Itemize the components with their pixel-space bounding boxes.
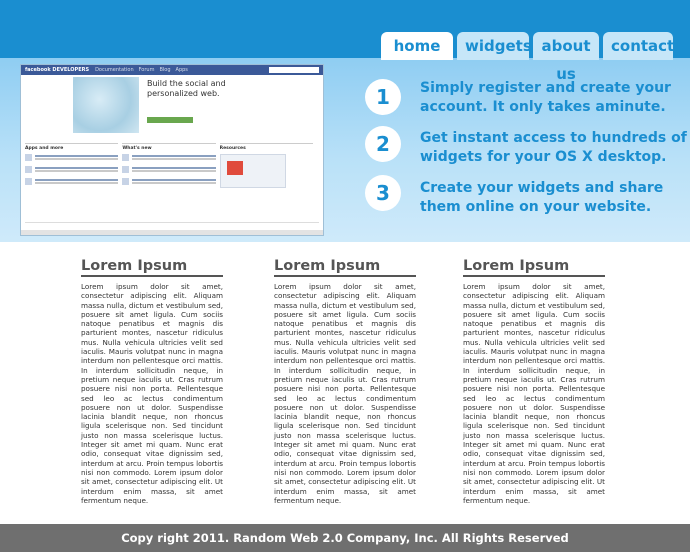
step-number-badge: 2 <box>365 126 401 162</box>
fb-logo: facebook DEVELOPERS <box>25 67 90 73</box>
fb-header-bar <box>21 65 323 75</box>
fb-list-item <box>25 154 118 163</box>
content-column <box>81 258 223 505</box>
tab-widgets[interactable]: widgets <box>457 32 529 60</box>
doc-icon <box>122 178 129 185</box>
content-column <box>463 258 605 505</box>
fb-list-item <box>122 154 215 163</box>
fb-list-item <box>25 178 118 187</box>
doc-icon <box>122 154 129 161</box>
fb-list-item <box>122 178 215 187</box>
fb-columns <box>25 143 317 190</box>
main-nav <box>381 32 677 83</box>
content-column <box>274 258 416 505</box>
fb-status-bar <box>21 230 323 235</box>
fb-column-title: Apps and more <box>25 146 64 151</box>
fb-resources-banner <box>220 154 286 188</box>
step-number-badge: 3 <box>365 175 401 211</box>
footer-copyright: Copy right 2011. Random Web 2.0 Company, Inc. All Rights Reserved <box>0 524 690 552</box>
fb-column <box>220 143 313 190</box>
fb-nav-item: Documentation <box>95 67 134 73</box>
step-3 <box>365 175 664 215</box>
step-text: Get instant access to hundreds of widgets for your OS X desktop. <box>420 130 687 165</box>
app-icon <box>25 178 32 185</box>
step-number-badge: 1 <box>365 79 401 115</box>
step-text: Create your widgets and share them online on your website. <box>420 180 664 215</box>
fb-column <box>122 143 215 190</box>
facebook-developers-screenshot <box>20 64 324 236</box>
fb-list-item <box>25 166 118 175</box>
fb-nav-item: Apps <box>175 67 188 73</box>
step-2 <box>365 126 687 165</box>
fb-column <box>25 143 118 190</box>
fb-headline: Build the social and personalized web. <box>147 79 226 98</box>
column-heading: Lorem Ipsum <box>274 258 416 277</box>
doc-icon <box>122 166 129 173</box>
tab-about-us[interactable]: about us <box>533 32 599 60</box>
step-1 <box>365 79 671 115</box>
fb-column-title: Resources <box>219 146 246 151</box>
step-text: Simply register and create your account. It only takes aminute. <box>420 80 671 115</box>
fb-footer <box>25 222 319 229</box>
fb-nav-item: Forum <box>138 67 155 73</box>
fb-search-box <box>269 67 319 73</box>
fb-hero-image <box>73 77 139 133</box>
app-icon <box>25 154 32 161</box>
fb-nav-item: Blog <box>159 67 171 73</box>
column-body: Lorem ipsum dolor sit amet, consectetur adipiscing elit. Aliquam massa nulla, dictum et vestibulum sed, posuere sit amet ligula. Cum sociis natoque penatibus et magnis dis parturient montes, nascetur ridiculus mus. Nulla vehicula ultricies velit sed iaculis. Mauris volutpat nunc in magna interdum non pellentesque orci mattis. In interdum sollicitudin neque, in pretium neque iaculis ut. Cras rutrum posuere nisi non porta. Pellentesque sed leo ac lectus condimentum posuere non ut dolor. Suspendisse lacinia blandit neque, non rhoncus ligula scelerisque non. Sed tincidunt justo non massa scelerisque luctus. Integer sit amet mi quam. Nunc erat odio, consequat vitae dignissim sed, interdum at arcu. Proin tempus lobortis nisi non commodo. Lorem ipsum dolor sit amet, consectetur adipiscing elit. Ut interdum enim massa, sit amet fermentum neque. <box>81 282 223 505</box>
fb-cta-button <box>147 117 193 123</box>
app-icon <box>25 166 32 173</box>
column-heading: Lorem Ipsum <box>81 258 223 277</box>
column-body: Lorem ipsum dolor sit amet, consectetur adipiscing elit. Aliquam massa nulla, dictum et vestibulum sed, posuere sit amet ligula. Cum sociis natoque penatibus et magnis dis parturient montes, nascetur ridiculus mus. Nulla vehicula ultricies velit sed iaculis. Mauris volutpat nunc in magna interdum non pellentesque orci mattis. In interdum sollicitudin neque, in pretium neque iaculis ut. Cras rutrum posuere nisi non porta. Pellentesque sed leo ac lectus condimentum posuere non ut dolor. Suspendisse lacinia blandit neque, non rhoncus ligula scelerisque non. Sed tincidunt justo non massa scelerisque luctus. Integer sit amet mi quam. Nunc erat odio, consequat vitae dignissim sed, interdum at arcu. Proin tempus lobortis nisi non commodo. Lorem ipsum dolor sit amet, consectetur adipiscing elit. Ut interdum enim massa, sit amet fermentum neque. <box>274 282 416 505</box>
tab-home[interactable]: home <box>381 32 453 60</box>
tab-contact[interactable]: contact <box>603 32 673 60</box>
column-heading: Lorem Ipsum <box>463 258 605 277</box>
column-body: Lorem ipsum dolor sit amet, consectetur adipiscing elit. Aliquam massa nulla, dictum et vestibulum sed, posuere sit amet ligula. Cum sociis natoque penatibus et magnis dis parturient montes, nascetur ridiculus mus. Nulla vehicula ultricies velit sed iaculis. Mauris volutpat nunc in magna interdum non pellentesque orci mattis. In interdum sollicitudin neque, in pretium neque iaculis ut. Cras rutrum posuere nisi non porta. Pellentesque sed leo ac lectus condimentum posuere non ut dolor. Suspendisse lacinia blandit neque, non rhoncus ligula scelerisque non. Sed tincidunt justo non massa scelerisque luctus. Integer sit amet mi quam. Nunc erat odio, consequat vitae dignissim sed, interdum at arcu. Proin tempus lobortis nisi non commodo. Lorem ipsum dolor sit amet, consectetur adipiscing elit. Ut interdum enim massa, sit amet fermentum neque. <box>463 282 605 505</box>
fb-list-item <box>122 166 215 175</box>
fb-hero <box>73 77 273 137</box>
fb-column-title: What's new <box>122 146 152 151</box>
